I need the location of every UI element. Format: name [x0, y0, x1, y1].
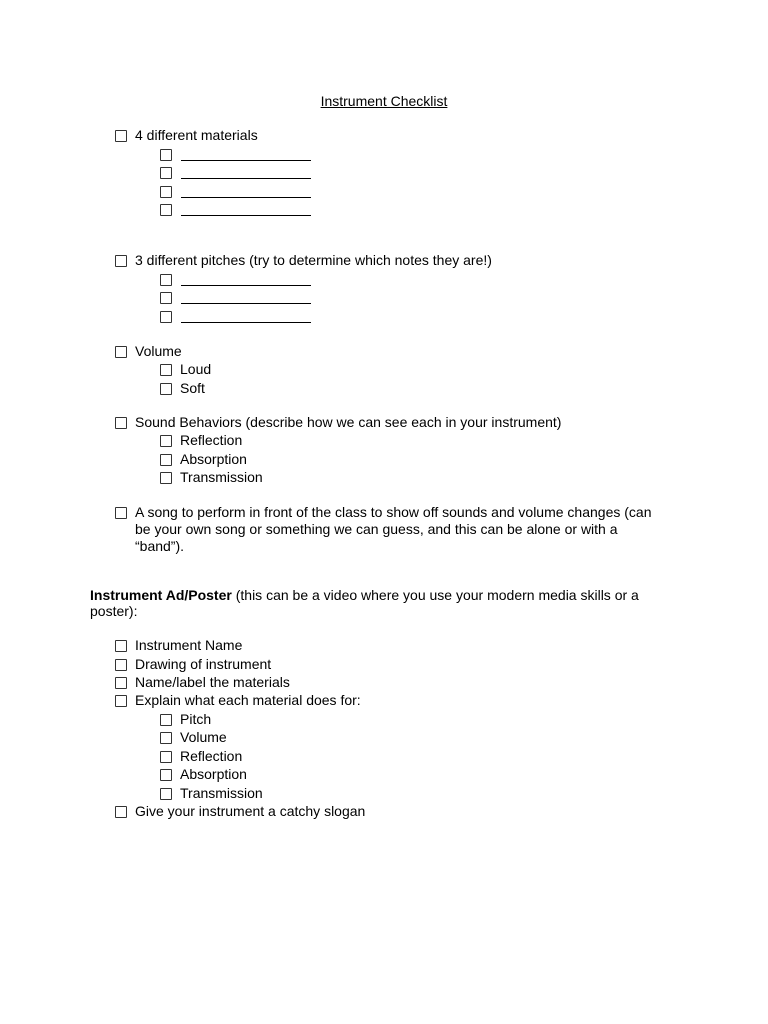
behavior-item-reflection [160, 432, 242, 449]
checkbox-icon[interactable] [160, 292, 172, 304]
item-label: 3 different pitches (try to determine which notes they are!) [135, 252, 492, 268]
checklist-item-pitches [115, 252, 492, 269]
checklist-item-volume [115, 343, 182, 360]
fill-in-blank[interactable] [181, 308, 311, 323]
checkbox-icon[interactable] [160, 311, 172, 323]
checkbox-icon[interactable] [160, 472, 172, 484]
checkbox-icon[interactable] [115, 806, 127, 818]
poster-item-name [115, 637, 242, 654]
item-label: Loud [180, 361, 212, 377]
page-title: Instrument Checklist [320, 93, 448, 109]
item-label: Give your instrument a catchy slogan [135, 803, 366, 819]
explain-item-absorption [160, 766, 247, 783]
checkbox-icon[interactable] [160, 383, 172, 395]
poster-intro [90, 587, 650, 619]
checklist-item-sound-behaviors [115, 414, 561, 431]
behavior-item-transmission [160, 469, 263, 486]
pitch-blank-1 [160, 271, 311, 286]
checkbox-icon[interactable] [115, 417, 127, 429]
pitch-blank-3 [160, 308, 311, 323]
fill-in-blank[interactable] [181, 164, 311, 179]
poster-item-drawing [115, 656, 271, 673]
material-blank-4 [160, 201, 311, 216]
explain-item-reflection [160, 748, 242, 765]
item-label: Drawing of instrument [135, 656, 272, 672]
checkbox-icon[interactable] [160, 167, 172, 179]
material-blank-3 [160, 183, 311, 198]
fill-in-blank[interactable] [181, 289, 311, 304]
item-label: Absorption [180, 766, 247, 782]
explain-item-transmission [160, 785, 263, 802]
checkbox-icon[interactable] [160, 714, 172, 726]
checkbox-icon[interactable] [160, 732, 172, 744]
item-label: Transmission [180, 469, 263, 485]
item-label: Volume [135, 343, 182, 359]
fill-in-blank[interactable] [181, 271, 311, 286]
item-label: A song to perform in front of the class to show off sounds and volume changes (can be your own song or something we can guess, and this can be alone or with a “band”). [135, 504, 652, 554]
fill-in-blank[interactable] [181, 201, 311, 216]
poster-intro-text: (this can be a video where you use your modern media skills or a poster): [90, 587, 639, 619]
checkbox-icon[interactable] [160, 454, 172, 466]
explain-item-volume [160, 729, 227, 746]
checkbox-icon[interactable] [160, 204, 172, 216]
checkbox-icon[interactable] [115, 130, 127, 142]
checkbox-icon[interactable] [115, 695, 127, 707]
checkbox-icon[interactable] [160, 186, 172, 198]
checkbox-icon[interactable] [115, 507, 127, 519]
poster-item-label-materials [115, 674, 290, 691]
checkbox-icon[interactable] [160, 751, 172, 763]
checkbox-icon[interactable] [160, 788, 172, 800]
item-label: Instrument Name [135, 637, 243, 653]
checkbox-icon[interactable] [160, 435, 172, 447]
checklist-item-song [115, 504, 665, 555]
item-label: Name/label the materials [135, 674, 290, 690]
checkbox-icon[interactable] [115, 677, 127, 689]
material-blank-1 [160, 146, 311, 161]
item-label: Pitch [180, 711, 212, 727]
checkbox-icon[interactable] [160, 149, 172, 161]
poster-item-explain [115, 692, 361, 709]
fill-in-blank[interactable] [181, 146, 311, 161]
item-label: Volume [180, 729, 227, 745]
checkbox-icon[interactable] [115, 346, 127, 358]
behavior-item-absorption [160, 451, 247, 468]
checkbox-icon[interactable] [115, 255, 127, 267]
item-label: Transmission [180, 785, 263, 801]
volume-item-soft [160, 380, 205, 397]
item-label: Sound Behaviors (describe how we can see each in your instrument) [135, 414, 562, 430]
item-label: 4 different materials [135, 127, 258, 143]
checklist-item-materials [115, 127, 258, 144]
material-blank-2 [160, 164, 311, 179]
poster-item-slogan [115, 803, 365, 820]
explain-item-pitch [160, 711, 211, 728]
item-label: Explain what each material does for: [135, 692, 361, 708]
checkbox-icon[interactable] [160, 274, 172, 286]
checkbox-icon[interactable] [115, 659, 127, 671]
item-label: Soft [180, 380, 205, 396]
fill-in-blank[interactable] [181, 183, 311, 198]
checkbox-icon[interactable] [160, 364, 172, 376]
item-label: Reflection [180, 748, 243, 764]
checkbox-icon[interactable] [160, 769, 172, 781]
volume-item-loud [160, 361, 211, 378]
item-label: Reflection [180, 432, 243, 448]
checkbox-icon[interactable] [115, 640, 127, 652]
pitch-blank-2 [160, 289, 311, 304]
poster-heading: Instrument Ad/Poster [90, 587, 232, 603]
item-label: Absorption [180, 451, 247, 467]
